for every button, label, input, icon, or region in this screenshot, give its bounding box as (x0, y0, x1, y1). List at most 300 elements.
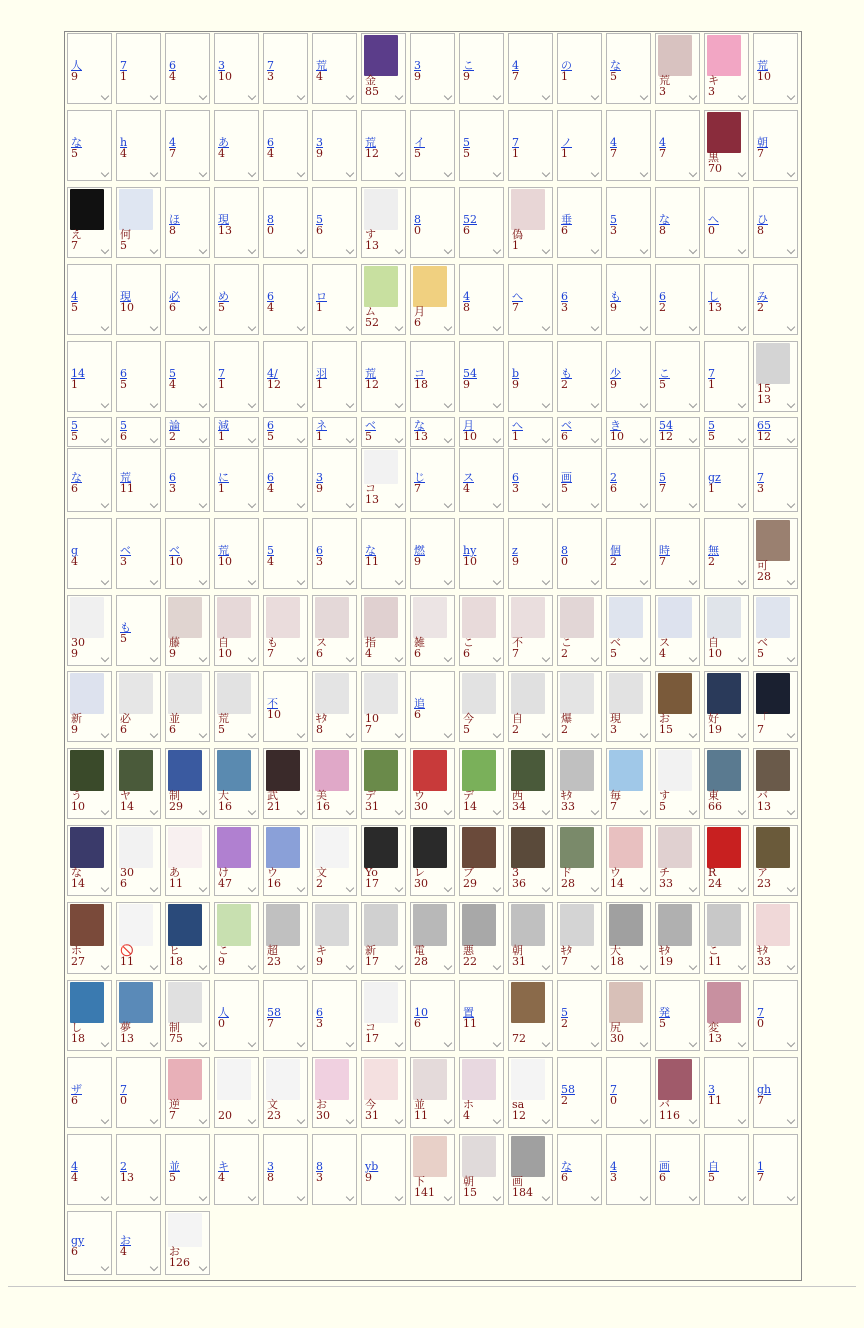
thread-title-link[interactable]: yb (365, 1160, 379, 1173)
thread-cell[interactable] (753, 187, 798, 258)
thread-cell[interactable] (655, 341, 700, 412)
thread-cell[interactable] (508, 264, 553, 335)
thread-thumbnail[interactable] (315, 750, 349, 791)
thread-title-link[interactable]: 月 (463, 419, 474, 432)
thread-cell[interactable] (410, 825, 455, 896)
thread-cell[interactable] (606, 417, 651, 447)
thread-cell[interactable] (410, 264, 455, 335)
thread-thumbnail[interactable] (266, 1059, 300, 1100)
thread-cell[interactable] (361, 264, 406, 335)
thread-title-link[interactable]: 自 (708, 636, 719, 649)
thread-cell[interactable] (557, 980, 602, 1051)
thread-cell[interactable] (753, 671, 798, 742)
thread-title-link[interactable]: ベ (757, 636, 768, 649)
thread-title-link[interactable]: 藤 (169, 636, 180, 649)
thread-thumbnail[interactable] (609, 597, 643, 638)
thread-title-link[interactable]: Yo (365, 866, 378, 879)
thread-thumbnail[interactable] (756, 673, 790, 714)
thread-cell[interactable] (312, 825, 357, 896)
thread-cell[interactable] (557, 187, 602, 258)
thread-cell[interactable] (410, 187, 455, 258)
thread-cell[interactable] (459, 264, 504, 335)
thread-title-link[interactable]: 7 (218, 367, 225, 380)
thread-thumbnail[interactable] (756, 750, 790, 791)
thread-title-link[interactable]: お (169, 1245, 180, 1258)
thread-cell[interactable] (116, 595, 161, 666)
thread-title-link[interactable]: gz (708, 471, 721, 484)
thread-title-link[interactable]: 58 (561, 1083, 575, 1096)
thread-title-link[interactable]: 必 (120, 712, 131, 725)
thread-thumbnail[interactable] (315, 904, 349, 946)
thread-cell[interactable] (508, 1057, 553, 1128)
thread-title-link[interactable]: 4 (610, 136, 617, 149)
thread-thumbnail[interactable] (364, 1059, 398, 1100)
thread-thumbnail[interactable] (560, 904, 594, 946)
thread-cell[interactable] (704, 1134, 749, 1205)
thread-cell[interactable] (165, 110, 210, 181)
thread-title-link[interactable]: な (659, 213, 670, 226)
thread-title-link[interactable]: 54 (659, 419, 673, 432)
thread-cell[interactable] (312, 448, 357, 512)
thread-thumbnail[interactable] (70, 982, 104, 1023)
thread-cell[interactable] (67, 187, 112, 258)
thread-title-link[interactable]: 減 (218, 419, 229, 432)
thread-title-link[interactable]: 5 (463, 136, 470, 149)
thread-title-link[interactable]: 4 (169, 136, 176, 149)
thread-cell[interactable] (704, 902, 749, 974)
thread-title-link[interactable]: へ (512, 419, 523, 432)
thread-cell[interactable] (606, 448, 651, 512)
thread-title-link[interactable]: 5 (169, 367, 176, 380)
thread-title-link[interactable]: 7 (512, 136, 519, 149)
thread-title-link[interactable]: ヒ (169, 944, 180, 957)
thread-cell[interactable] (753, 748, 798, 819)
thread-cell[interactable] (410, 595, 455, 666)
thread-cell[interactable] (655, 1134, 700, 1205)
thread-cell[interactable] (410, 110, 455, 181)
thread-cell[interactable] (655, 595, 700, 666)
thread-thumbnail[interactable] (658, 750, 692, 791)
thread-cell[interactable] (606, 595, 651, 666)
thread-thumbnail[interactable] (560, 827, 594, 868)
thread-thumbnail[interactable] (315, 597, 349, 638)
thread-cell[interactable] (214, 902, 259, 974)
thread-title-link[interactable]: 爆 (561, 712, 572, 725)
thread-cell[interactable] (67, 825, 112, 896)
thread-thumbnail[interactable] (364, 597, 398, 638)
thread-cell[interactable] (459, 902, 504, 974)
thread-cell[interactable] (459, 671, 504, 742)
thread-cell[interactable] (459, 341, 504, 412)
thread-cell[interactable] (557, 448, 602, 512)
thread-title-link[interactable]: ｷﾀ (561, 944, 572, 957)
thread-title-link[interactable]: 荒 (120, 471, 131, 484)
thread-title-link[interactable]: 西 (512, 789, 523, 802)
thread-title-link[interactable]: 荒 (659, 74, 670, 87)
thread-cell[interactable] (214, 1134, 259, 1205)
thread-thumbnail[interactable] (217, 750, 251, 791)
thread-title-link[interactable]: 大 (610, 944, 621, 957)
thread-title-link[interactable]: 3 (316, 471, 323, 484)
thread-title-link[interactable]: 5 (267, 544, 274, 557)
thread-title-link[interactable]: 6 (316, 544, 323, 557)
thread-title-link[interactable]: 7 (757, 1006, 764, 1019)
thread-title-link[interactable]: め (218, 290, 229, 303)
thread-title-link[interactable]: 武 (267, 789, 278, 802)
thread-cell[interactable] (263, 264, 308, 335)
thread-thumbnail[interactable] (511, 982, 545, 1023)
thread-cell[interactable] (214, 671, 259, 742)
thread-title-link[interactable]: の (561, 59, 572, 72)
thread-title-link[interactable]: 夢 (120, 1021, 131, 1034)
thread-cell[interactable] (263, 825, 308, 896)
thread-cell[interactable] (214, 518, 259, 589)
thread-title-link[interactable]: 6 (512, 471, 519, 484)
thread-title-link[interactable]: 追 (414, 697, 425, 710)
thread-thumbnail[interactable] (511, 1136, 545, 1177)
thread-thumbnail[interactable] (168, 1059, 202, 1100)
thread-title-link[interactable]: コ (365, 482, 376, 495)
thread-thumbnail[interactable] (364, 827, 398, 868)
thread-cell[interactable] (116, 187, 161, 258)
thread-thumbnail[interactable] (658, 827, 692, 868)
thread-cell[interactable] (459, 595, 504, 666)
thread-title-link[interactable]: 7 (120, 1083, 127, 1096)
thread-thumbnail[interactable] (364, 450, 398, 484)
thread-thumbnail[interactable] (707, 597, 741, 638)
thread-thumbnail[interactable] (707, 112, 741, 153)
thread-title-link[interactable]: 逆 (169, 1098, 180, 1111)
thread-title-link[interactable]: へ (708, 213, 719, 226)
thread-title-link[interactable]: え (71, 228, 82, 241)
thread-thumbnail[interactable] (119, 750, 153, 791)
thread-title-link[interactable]: ノ (561, 136, 572, 149)
thread-title-link[interactable]: レ (414, 866, 425, 879)
thread-title-link[interactable]: 超 (267, 944, 278, 957)
thread-thumbnail[interactable] (413, 750, 447, 791)
thread-cell[interactable] (361, 417, 406, 447)
thread-cell[interactable] (753, 448, 798, 512)
thread-thumbnail[interactable] (511, 1059, 545, 1100)
thread-cell[interactable] (704, 33, 749, 104)
thread-title-link[interactable]: 6 (267, 136, 274, 149)
thread-title-link[interactable]: 制 (169, 789, 180, 802)
thread-thumbnail[interactable] (560, 750, 594, 791)
thread-title-link[interactable]: 毎 (610, 789, 621, 802)
thread-cell[interactable] (508, 980, 553, 1051)
thread-title-link[interactable]: ブ (463, 866, 474, 879)
thread-cell[interactable] (655, 448, 700, 512)
thread-title-link[interactable]: 4 (659, 136, 666, 149)
thread-title-link[interactable]: gy (71, 1234, 85, 1247)
thread-thumbnail[interactable] (560, 673, 594, 714)
thread-cell[interactable] (116, 417, 161, 447)
thread-title-link[interactable]: 制 (169, 1021, 180, 1034)
thread-title-link[interactable]: 4/ (267, 367, 278, 380)
thread-cell[interactable] (606, 264, 651, 335)
thread-title-link[interactable]: 4 (71, 1160, 78, 1173)
thread-title-link[interactable]: ホ (71, 944, 82, 957)
thread-title-link[interactable]: 羽 (316, 367, 327, 380)
thread-cell[interactable] (361, 110, 406, 181)
thread-title-link[interactable]: 7 (267, 59, 274, 72)
thread-title-link[interactable]: 8 (267, 213, 274, 226)
thread-thumbnail[interactable] (168, 1213, 202, 1247)
thread-title-link[interactable]: 5 (561, 1006, 568, 1019)
thread-cell[interactable] (753, 595, 798, 666)
thread-title-link[interactable]: sa (512, 1098, 525, 1111)
thread-cell[interactable] (753, 980, 798, 1051)
thread-cell[interactable] (753, 264, 798, 335)
thread-thumbnail[interactable] (413, 827, 447, 868)
thread-title-link[interactable]: イ (414, 136, 425, 149)
thread-cell[interactable] (116, 33, 161, 104)
thread-title-link[interactable]: 14 (71, 367, 85, 380)
thread-cell[interactable] (116, 902, 161, 974)
thread-cell[interactable] (459, 980, 504, 1051)
thread-title-link[interactable]: h (120, 136, 128, 149)
thread-cell[interactable] (67, 902, 112, 974)
thread-title-link[interactable]: 4 (463, 290, 470, 303)
thread-cell[interactable] (361, 825, 406, 896)
thread-title-link[interactable]: に (218, 471, 229, 484)
thread-thumbnail[interactable] (707, 750, 741, 791)
thread-title-link[interactable]: こ (463, 59, 474, 72)
thread-title-link[interactable]: も (561, 367, 572, 380)
thread-cell[interactable] (361, 595, 406, 666)
thread-cell[interactable] (655, 1057, 700, 1128)
thread-title-link[interactable]: ベ (169, 544, 180, 557)
thread-cell[interactable] (410, 671, 455, 742)
thread-title-link[interactable]: 7 (610, 1083, 617, 1096)
thread-title-link[interactable]: お (316, 1098, 327, 1111)
thread-thumbnail[interactable] (462, 597, 496, 638)
thread-cell[interactable] (116, 825, 161, 896)
thread-cell[interactable] (557, 417, 602, 447)
thread-cell[interactable] (704, 448, 749, 512)
thread-title-link[interactable]: 変 (708, 1021, 719, 1034)
thread-cell[interactable] (67, 671, 112, 742)
thread-cell[interactable] (606, 825, 651, 896)
thread-title-link[interactable]: ベ (610, 636, 621, 649)
thread-cell[interactable] (263, 980, 308, 1051)
thread-thumbnail[interactable] (658, 673, 692, 714)
thread-title-link[interactable]: 7 (120, 59, 127, 72)
thread-cell[interactable] (704, 341, 749, 412)
thread-title-link[interactable]: 燃 (414, 544, 425, 557)
thread-cell[interactable] (116, 980, 161, 1051)
thread-cell[interactable] (312, 264, 357, 335)
thread-title-link[interactable]: キ (316, 944, 327, 957)
thread-title-link[interactable]: こ (708, 944, 719, 957)
thread-title-link[interactable]: し (708, 290, 719, 303)
thread-thumbnail[interactable] (364, 673, 398, 714)
thread-cell[interactable] (655, 748, 700, 819)
thread-thumbnail[interactable] (658, 597, 692, 638)
thread-cell[interactable] (312, 187, 357, 258)
thread-title-link[interactable]: こ (561, 636, 572, 649)
thread-title-link[interactable]: 2 (120, 1160, 127, 1173)
thread-cell[interactable] (508, 187, 553, 258)
thread-cell[interactable] (312, 1134, 357, 1205)
thread-title-link[interactable]: し (71, 1021, 82, 1034)
thread-title-link[interactable]: 荒 (316, 59, 327, 72)
thread-title-link[interactable]: ザ (71, 1083, 82, 1096)
thread-title-link[interactable]: 30 (120, 866, 134, 879)
thread-cell[interactable] (753, 825, 798, 896)
thread-thumbnail[interactable] (560, 597, 594, 638)
thread-title-link[interactable]: ネ (316, 419, 327, 432)
thread-cell[interactable] (704, 671, 749, 742)
thread-title-link[interactable]: あ (218, 136, 229, 149)
thread-cell[interactable] (410, 748, 455, 819)
thread-title-link[interactable]: 並 (414, 1098, 425, 1111)
thread-thumbnail[interactable] (707, 673, 741, 714)
thread-cell[interactable] (459, 417, 504, 447)
thread-title-link[interactable]: お (659, 712, 670, 725)
thread-title-link[interactable]: 1 (757, 1160, 764, 1173)
thread-title-link[interactable]: ス (463, 471, 474, 484)
thread-cell[interactable] (704, 417, 749, 447)
thread-cell[interactable] (312, 748, 357, 819)
thread-cell[interactable] (655, 902, 700, 974)
thread-title-link[interactable]: 5 (71, 419, 78, 432)
thread-thumbnail[interactable] (511, 189, 545, 230)
thread-cell[interactable] (165, 825, 210, 896)
thread-title-link[interactable]: ス (659, 636, 670, 649)
thread-title-link[interactable]: 6 (267, 419, 274, 432)
thread-title-link[interactable]: 3 (512, 866, 519, 879)
thread-cell[interactable] (655, 264, 700, 335)
thread-cell[interactable] (214, 448, 259, 512)
thread-title-link[interactable]: な (610, 59, 621, 72)
thread-cell[interactable] (214, 417, 259, 447)
thread-cell[interactable] (557, 33, 602, 104)
thread-thumbnail[interactable] (217, 1059, 251, 1100)
thread-title-link[interactable]: 4 (610, 1160, 617, 1173)
thread-thumbnail[interactable] (511, 673, 545, 714)
thread-cell[interactable] (410, 448, 455, 512)
thread-cell[interactable] (508, 518, 553, 589)
thread-title-link[interactable]: 🚫 (120, 944, 134, 957)
thread-cell[interactable] (116, 1057, 161, 1128)
thread-cell[interactable] (410, 518, 455, 589)
thread-cell[interactable] (704, 1057, 749, 1128)
thread-cell[interactable] (361, 448, 406, 512)
thread-cell[interactable] (410, 341, 455, 412)
thread-thumbnail[interactable] (70, 189, 104, 230)
thread-title-link[interactable]: ウ (610, 866, 621, 879)
thread-cell[interactable] (704, 980, 749, 1051)
thread-title-link[interactable]: 4 (71, 290, 78, 303)
thread-title-link[interactable]: 現 (218, 213, 229, 226)
thread-title-link[interactable]: 朝 (512, 944, 523, 957)
thread-cell[interactable] (606, 1057, 651, 1128)
thread-cell[interactable] (557, 902, 602, 974)
thread-cell[interactable] (459, 1134, 504, 1205)
thread-title-link[interactable]: 時 (659, 544, 670, 557)
thread-title-link[interactable]: 4 (512, 59, 519, 72)
thread-title-link[interactable]: 画 (512, 1175, 523, 1188)
thread-thumbnail[interactable] (364, 982, 398, 1023)
thread-cell[interactable] (312, 518, 357, 589)
thread-cell[interactable] (116, 1211, 161, 1275)
thread-cell[interactable] (557, 595, 602, 666)
thread-thumbnail[interactable] (413, 1059, 447, 1100)
thread-title-link[interactable]: 8 (561, 544, 568, 557)
thread-title-link[interactable]: 6 (120, 367, 127, 380)
thread-cell[interactable] (508, 341, 553, 412)
thread-title-link[interactable]: け (218, 866, 229, 879)
thread-cell[interactable] (67, 110, 112, 181)
thread-thumbnail[interactable] (511, 904, 545, 946)
thread-thumbnail[interactable] (119, 982, 153, 1023)
thread-thumbnail[interactable] (756, 520, 790, 561)
thread-title-link[interactable]: う (71, 789, 82, 802)
thread-cell[interactable] (606, 518, 651, 589)
thread-cell[interactable] (263, 748, 308, 819)
thread-title-link[interactable]: チ (659, 866, 670, 879)
thread-cell[interactable] (753, 341, 798, 412)
thread-title-link[interactable]: 個 (610, 544, 621, 557)
thread-title-link[interactable]: 不 (267, 697, 278, 710)
thread-thumbnail[interactable] (168, 750, 202, 791)
thread-cell[interactable] (410, 33, 455, 104)
thread-thumbnail[interactable] (511, 597, 545, 638)
thread-cell[interactable] (214, 1057, 259, 1128)
thread-thumbnail[interactable] (658, 904, 692, 946)
thread-title-link[interactable]: 大 (218, 789, 229, 802)
thread-title-link[interactable]: 東 (708, 789, 719, 802)
thread-title-link[interactable]: 尻 (610, 1021, 621, 1034)
thread-cell[interactable] (459, 33, 504, 104)
thread-thumbnail[interactable] (707, 35, 741, 76)
thread-title-link[interactable]: な (561, 1160, 572, 1173)
thread-title-link[interactable]: 6 (267, 290, 274, 303)
thread-cell[interactable] (655, 110, 700, 181)
thread-thumbnail[interactable] (217, 673, 251, 714)
thread-cell[interactable] (557, 748, 602, 819)
thread-cell[interactable] (606, 33, 651, 104)
thread-title-link[interactable]: デ (463, 789, 474, 802)
thread-cell[interactable] (753, 1057, 798, 1128)
thread-cell[interactable] (67, 264, 112, 335)
thread-title-link[interactable]: z (512, 544, 518, 557)
thread-cell[interactable] (508, 748, 553, 819)
thread-title-link[interactable]: 可 (757, 559, 768, 572)
thread-title-link[interactable]: 2 (610, 471, 617, 484)
thread-title-link[interactable]: 垂 (561, 213, 572, 226)
thread-cell[interactable] (263, 448, 308, 512)
thread-title-link[interactable]: 自 (708, 1160, 719, 1173)
thread-title-link[interactable]: 5 (120, 419, 127, 432)
thread-title-link[interactable]: 10 (365, 712, 379, 725)
thread-thumbnail[interactable] (609, 982, 643, 1023)
thread-cell[interactable] (410, 1057, 455, 1128)
thread-cell[interactable] (361, 902, 406, 974)
thread-title-link[interactable]: な (414, 419, 425, 432)
thread-cell[interactable] (263, 518, 308, 589)
thread-cell[interactable] (753, 1134, 798, 1205)
thread-title-link[interactable]: 8 (414, 213, 421, 226)
thread-cell[interactable] (704, 595, 749, 666)
thread-cell[interactable] (753, 902, 798, 974)
thread-cell[interactable] (312, 33, 357, 104)
thread-title-link[interactable]: 荒 (365, 367, 376, 380)
thread-cell[interactable] (459, 748, 504, 819)
thread-thumbnail[interactable] (217, 904, 251, 946)
thread-thumbnail[interactable] (413, 1136, 447, 1177)
